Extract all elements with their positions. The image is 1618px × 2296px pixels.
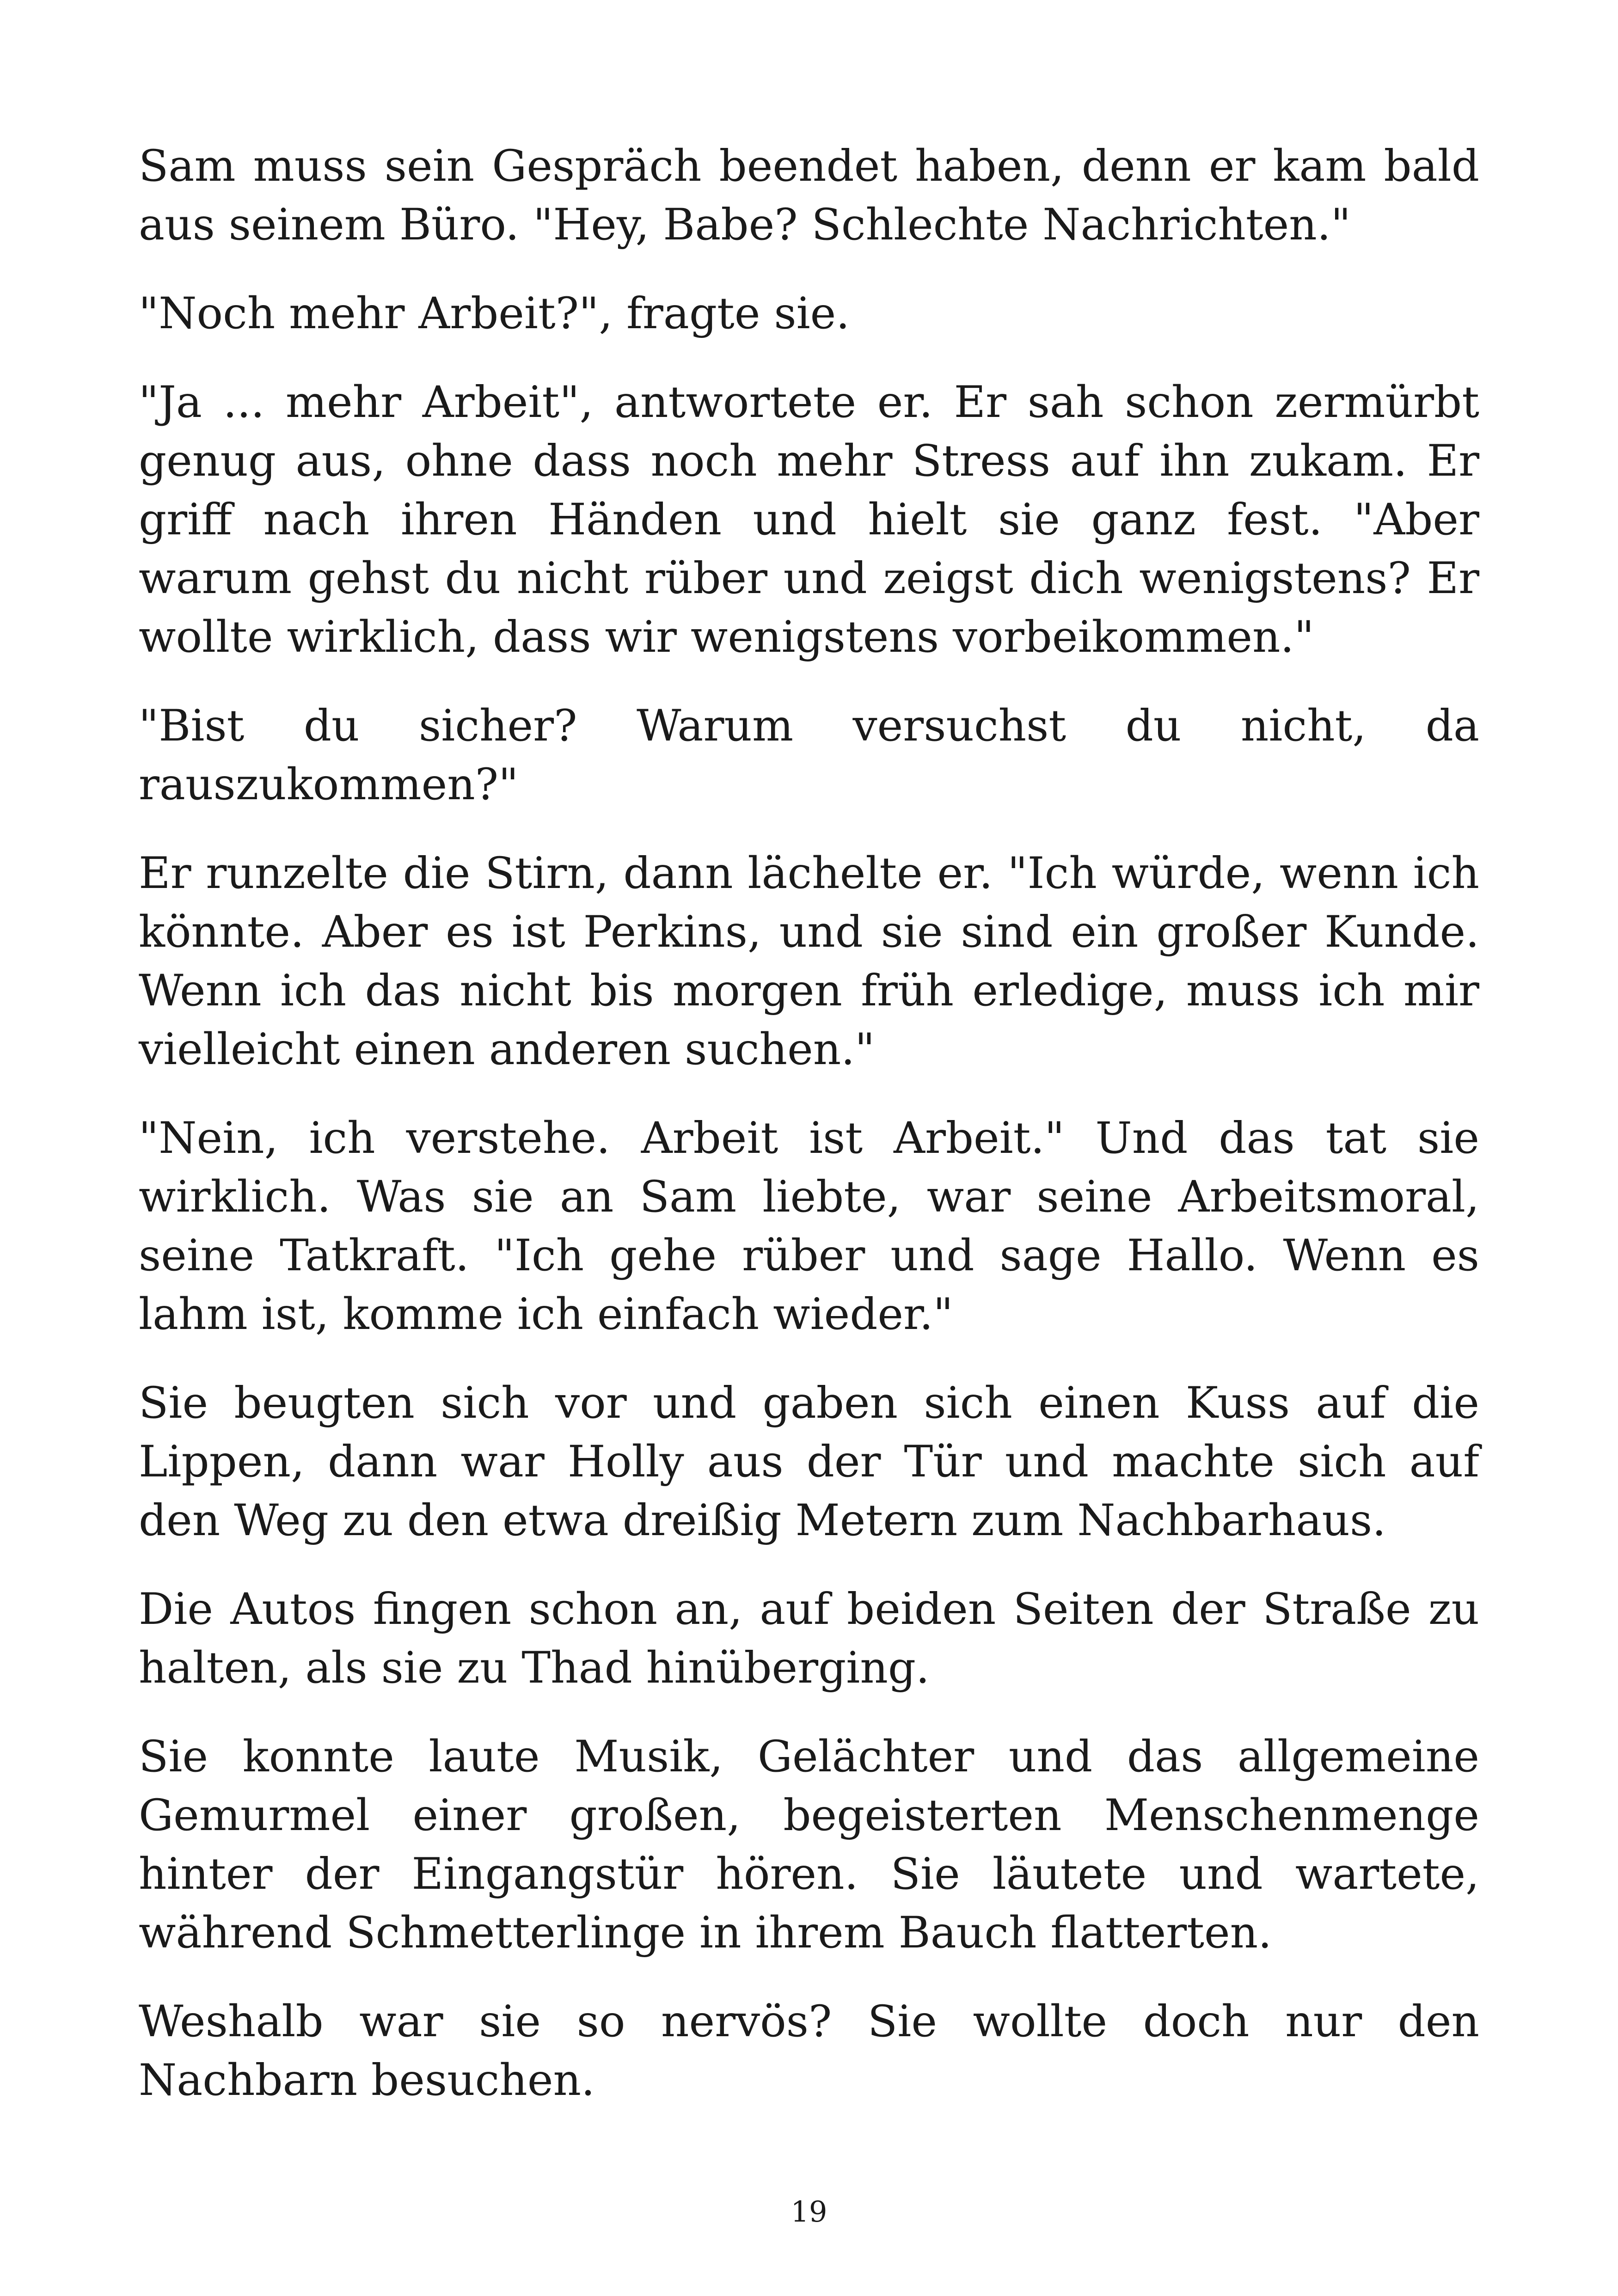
paragraph: Er runzelte die Stirn, dann lächelte er. "Ich würde, wenn ich könnte. Aber es ist Perkins, und sie sind ein großer Kunde. Wenn ich das nicht bis morgen früh erledige, muss ich mir vielleicht einen anderen suchen."	[139, 848, 1479, 1075]
paragraph: Sie beugten sich vor und gaben sich einen Kuss auf die Lippen, dann war Holly aus der Tür und machte sich auf den Weg zu den etwa dreißig Metern zum Nachbarhaus.	[139, 1378, 1479, 1546]
paragraph: "Ja ... mehr Arbeit", antwortete er. Er sah schon zermürbt genug aus, ohne dass noch mehr Stress auf ihn zukam. Er griff nach ihren Händen und hielt sie ganz fest. "Aber warum gehst du nicht rüber und zeigst dich wenigstens? Er wollte wirklich, dass wir wenigstens vorbeikommen."	[139, 377, 1479, 662]
paragraph: "Bist du sicher? Warum versuchst du nicht, da rauszukommen?"	[139, 701, 1479, 810]
paragraph: "Nein, ich verstehe. Arbeit ist Arbeit." Und das tat sie wirklich. Was sie an Sam liebte, war seine Arbeitsmoral, seine Tatkraft. "Ich gehe rüber und sage Hallo. Wenn es lahm ist, komme ich einfach wieder."	[139, 1113, 1479, 1340]
paragraph: Weshalb war sie so nervös? Sie wollte doch nur den Nachbarn besuchen.	[139, 1996, 1479, 2106]
paragraph: Sam muss sein Gespräch beendet haben, denn er kam bald aus seinem Büro. "Hey, Babe? Schlechte Nachrichten."	[139, 141, 1479, 250]
paragraph: Sie konnte laute Musik, Gelächter und das allgemeine Gemurmel einer großen, begeisterten Menschenmenge hinter der Eingangstür hören. Sie läutete und wartete, während Schmetterlinge in ihrem Bauch flatterten.	[139, 1732, 1479, 1958]
body-text	[139, 137, 1479, 2140]
paragraph: Die Autos fingen schon an, auf beiden Seiten der Straße zu halten, als sie zu Thad hinüberging.	[139, 1584, 1479, 1693]
page-number: 19	[791, 2195, 827, 2229]
paragraph: "Noch mehr Arbeit?", fragte sie.	[139, 288, 850, 339]
